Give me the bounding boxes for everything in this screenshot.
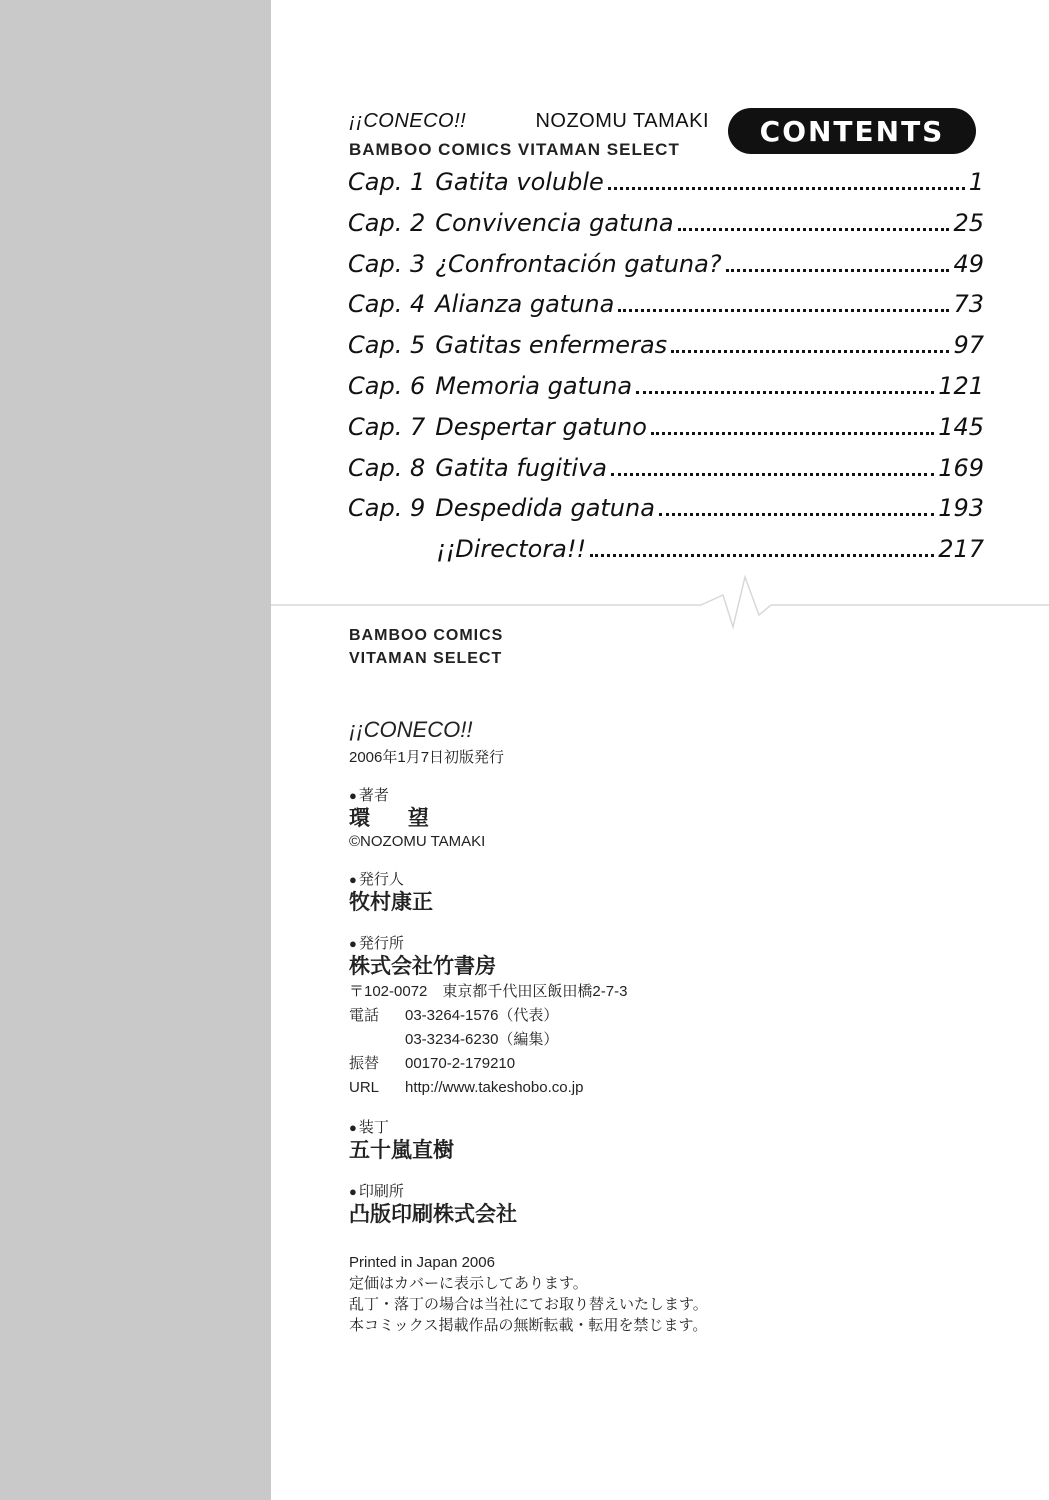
toc-page-number: 49	[953, 249, 984, 278]
transfer-label: 振替	[349, 1055, 380, 1072]
legal-notes	[349, 1252, 1009, 1336]
toc-page-number: 25	[953, 208, 984, 237]
header-series: BAMBOO COMICS VITAMAN SELECT	[349, 140, 680, 159]
bullet-icon: ●	[349, 1184, 357, 1199]
design-section	[349, 1118, 1009, 1164]
toc-entry	[348, 331, 984, 372]
toc-entry	[348, 494, 984, 535]
publisher-url: http://www.takeshobo.co.jp	[405, 1079, 584, 1096]
toc-chapter-title: ¡¡Directora!!	[436, 535, 587, 564]
toc-chapter-number: Cap. 5	[348, 331, 426, 360]
toc-page-number: 1	[968, 168, 984, 196]
toc-chapter-title: Despertar gatuno	[435, 412, 647, 441]
publisher-name: 株式会社竹書房	[349, 955, 496, 978]
toc-leader-dots	[590, 554, 934, 557]
transfer-number: 00170-2-179210	[405, 1055, 516, 1072]
toc-chapter-title: Convivencia gatuna	[435, 208, 674, 237]
toc-chapter-number: Cap. 2	[348, 208, 426, 237]
toc-leader-dots	[618, 309, 949, 312]
header-book-title: ¡¡CONECO!!	[349, 110, 467, 132]
edition-date: 2006年1月7日初版発行	[349, 749, 505, 766]
toc-page-number: 217	[938, 535, 984, 564]
design-label: 装丁	[358, 1119, 389, 1136]
header-author: NOZOMU TAMAKI	[535, 110, 709, 132]
reprint-prohibition-note: 本コミックス掲載作品の無断転載・転用を禁じます。	[349, 1317, 708, 1334]
toc-leader-dots	[659, 513, 934, 516]
toc-page-number: 193	[938, 494, 984, 523]
left-gray-margin	[0, 0, 271, 1500]
toc-leader-dots	[678, 228, 950, 231]
toc-leader-dots	[671, 350, 949, 353]
bullet-icon: ●	[349, 936, 357, 951]
colophon-series-line1: BAMBOO COMICS	[349, 627, 504, 644]
issuer-label: 発行人	[358, 871, 404, 888]
printed-in: Printed in Japan 2006	[349, 1254, 495, 1271]
toc-leader-dots	[726, 269, 950, 272]
designer-name: 五十嵐直樹	[349, 1139, 454, 1162]
toc-chapter-number: Cap. 4	[348, 290, 426, 319]
printer-label: 印刷所	[358, 1183, 404, 1200]
bullet-icon: ●	[349, 872, 357, 887]
author-name: 環 望	[349, 807, 445, 830]
toc-page-number: 97	[953, 331, 984, 360]
printer-section	[349, 1182, 1009, 1228]
toc-entry	[348, 454, 984, 495]
author-label: 著者	[358, 787, 389, 804]
toc-entry	[348, 413, 984, 454]
toc-chapter-number: Cap. 8	[348, 453, 426, 482]
toc-chapter-number: Cap. 3	[348, 249, 426, 278]
toc-page-number: 145	[938, 412, 984, 441]
toc-chapter-title: Memoria gatuna	[435, 371, 633, 400]
author-section	[349, 786, 1009, 852]
toc-chapter-number: Cap. 7	[348, 412, 426, 441]
contents-heading: CONTENTS	[728, 108, 976, 154]
toc-chapter-title: Gatita fugitiva	[435, 453, 607, 482]
tel-main: 03-3264-1576（代表）	[405, 1007, 559, 1024]
book-header	[349, 108, 709, 162]
tel-editorial: 03-3234-6230（編集）	[405, 1031, 559, 1048]
replacement-note: 乱丁・落丁の場合は当社にてお取り替えいたします。	[349, 1296, 708, 1313]
publisher-address: 〒102-0072 東京都千代田区飯田橋2-7-3	[349, 983, 628, 1000]
bullet-icon: ●	[349, 1120, 357, 1135]
publisher-label: 発行所	[358, 935, 404, 952]
tel-label: 電話	[349, 1007, 380, 1024]
toc-chapter-title: ¿Confrontación gatuna?	[435, 249, 722, 278]
toc-entry	[348, 372, 984, 413]
toc-leader-dots	[636, 391, 934, 394]
bullet-icon: ●	[349, 788, 357, 803]
colophon	[349, 624, 1009, 1336]
copyright-line: ©NOZOMU TAMAKI	[349, 833, 486, 850]
price-note: 定価はカバーに表示してあります。	[349, 1275, 588, 1292]
toc-chapter-title: Gatita voluble	[435, 168, 604, 196]
toc-chapter-title: Alianza gatuna	[435, 290, 615, 319]
toc-entry	[348, 168, 984, 209]
toc-entry	[348, 535, 984, 576]
toc-page-number: 73	[953, 290, 984, 319]
table-of-contents	[348, 168, 984, 576]
toc-chapter-title: Gatitas enfermeras	[435, 331, 668, 360]
toc-chapter-number: Cap. 6	[348, 371, 426, 400]
toc-entry	[348, 209, 984, 250]
toc-chapter-number: Cap. 1	[348, 168, 426, 196]
printer-name: 凸版印刷株式会社	[349, 1203, 517, 1226]
publisher-section	[349, 934, 1009, 1100]
url-label: URL	[349, 1079, 380, 1096]
toc-page-number: 169	[938, 453, 984, 482]
toc-entry	[348, 250, 984, 291]
colophon-book-title: ¡¡CONECO!!	[349, 717, 473, 742]
issuer-section	[349, 870, 1009, 916]
toc-leader-dots	[611, 473, 934, 476]
toc-entry	[348, 290, 984, 331]
issuer-name: 牧村康正	[349, 891, 433, 914]
toc-chapter-number: Cap. 9	[348, 494, 426, 523]
toc-leader-dots	[608, 187, 965, 190]
colophon-series-line2: VITAMAN SELECT	[349, 650, 503, 667]
toc-leader-dots	[651, 432, 934, 435]
toc-chapter-title: Despedida gatuna	[435, 494, 655, 523]
toc-page-number: 121	[938, 371, 984, 400]
